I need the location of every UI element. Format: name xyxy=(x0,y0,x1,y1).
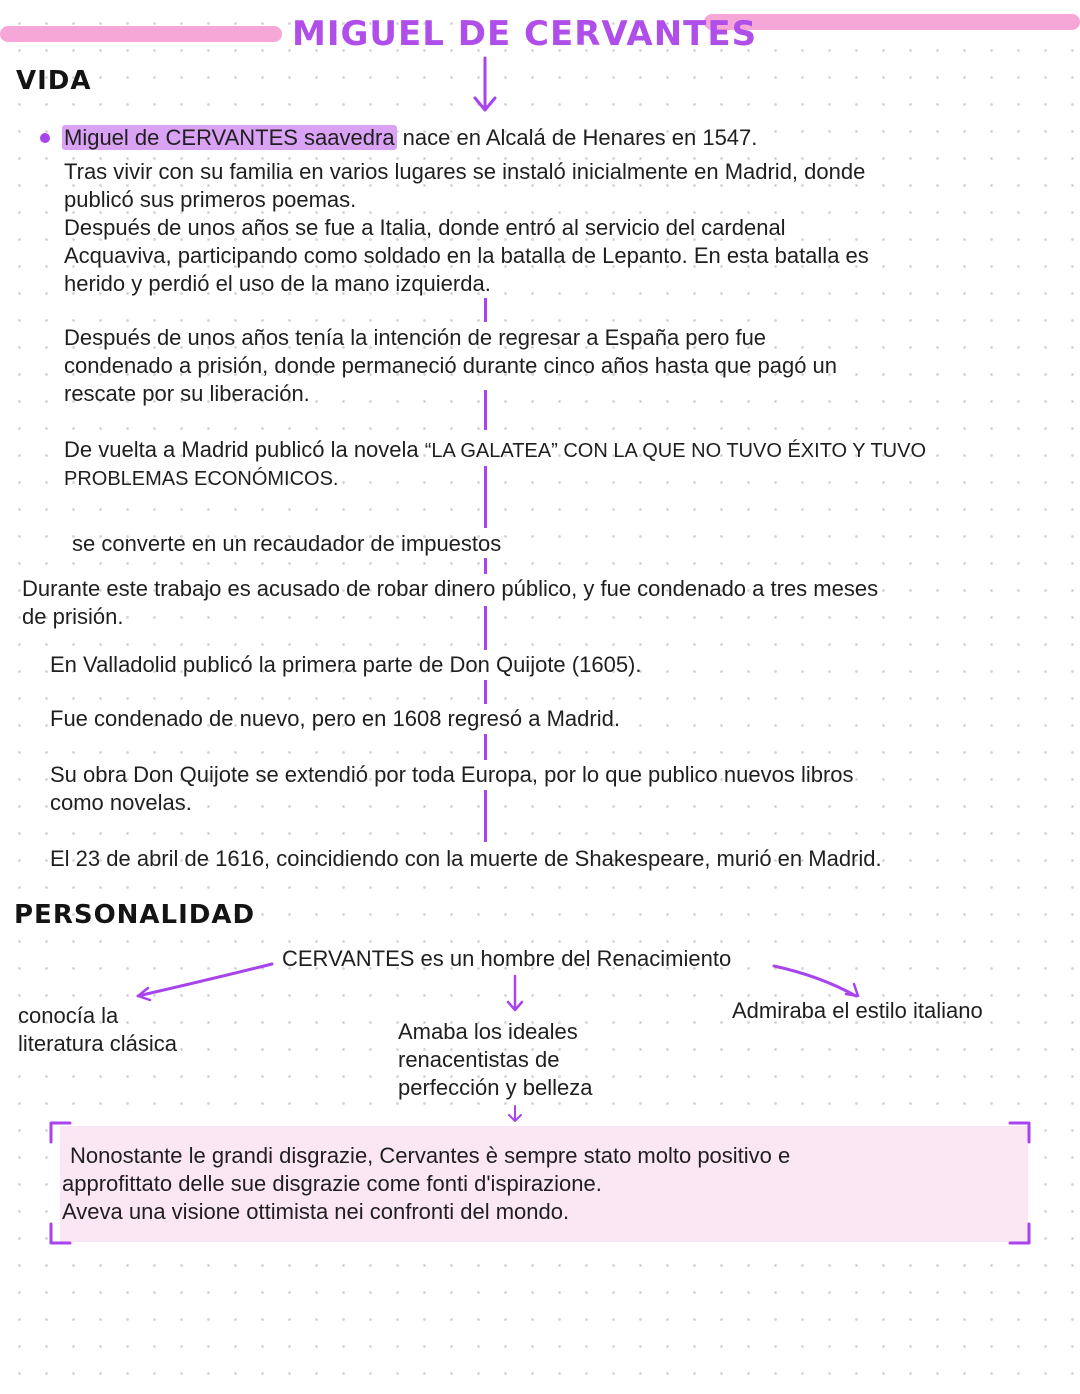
vida-paragraph-tax-collector: se converte en un recaudador de impuestos xyxy=(72,531,502,556)
personality-classical-literature: conocía la literatura clásica xyxy=(18,1003,177,1056)
vida-paragraph-death: El 23 de abril de 1616, coincidiendo con la muerte de Shakespeare, murió en Madrid. xyxy=(50,846,882,871)
bracket-corner-top-right-icon xyxy=(1008,1120,1032,1144)
personality-italian-style: Admiraba el estilo italiano xyxy=(732,998,983,1023)
timeline-connector xyxy=(484,466,487,528)
personality-center-statement: CERVANTES es un hombre del Renacimiento xyxy=(282,946,732,971)
timeline-connector xyxy=(484,680,487,704)
page-title: MIGUEL DE CERVANTES xyxy=(292,14,758,54)
vida-paragraph-accused: Durante este trabajo es acusado de robar dinero público, y fue condenado a tres meses de prisión. xyxy=(22,576,879,629)
timeline-connector xyxy=(484,790,487,842)
note-text: Nonostante le grandi disgrazie, Cervantes è sempre stato molto positivo e approfittato delle sue disgrazie come fonti d'ispirazione. Aveva una visione ottimista nei confronti del mondo. xyxy=(62,1143,791,1224)
timeline-connector xyxy=(484,298,487,322)
vida-paragraph-europe: Su obra Don Quijote se extendió por toda Europa, por lo que publico nuevos libros como novelas. xyxy=(50,762,854,815)
bracket-corner-bottom-right-icon xyxy=(1008,1222,1032,1246)
bullet-dot xyxy=(40,133,50,143)
section-heading-vida: VIDA xyxy=(16,66,92,96)
vida-paragraph-quijote: En Valladolid publicó la primera parte de Don Quijote (1605). xyxy=(50,652,642,677)
arrow-down-icon xyxy=(500,974,530,1018)
personality-renaissance-ideals: Amaba los ideales renacentistas de perfección y belleza xyxy=(398,1019,593,1100)
timeline-connector xyxy=(484,606,487,650)
vida-paragraph-youth: Tras vivir con su familia en varios lugares se instaló inicialmente en Madrid, donde publicó sus primeros poemas. Después de unos años se fue a Italia, donde entró al servicio del cardenal Acquaviva, participando como soldado en la batalla de Lepanto. En esta batalla es herido y perdió el uso de la mano izquierda. xyxy=(64,159,869,296)
header-band-left xyxy=(0,26,282,42)
highlighted-name: Miguel de CERVANTES saavedra xyxy=(64,125,395,150)
timeline-connector xyxy=(484,558,487,574)
section-heading-personalidad: PERSONALIDAD xyxy=(14,900,256,930)
timeline-connector xyxy=(484,390,487,430)
header-band-right xyxy=(704,14,1080,30)
arrow-left-icon xyxy=(126,958,276,1004)
title-arrow-icon xyxy=(470,56,500,116)
vida-paragraph-birth: Miguel de CERVANTES saavedra nace en Alcalá de Henares en 1547. xyxy=(64,125,758,150)
small-arrow-down-icon xyxy=(504,1104,526,1126)
vida-paragraph-galatea: De vuelta a Madrid publicó la novela “LA GALATEA” CON LA QUE NO TUVO ÉXITO Y TUVO PROBLEMAS ECONÓMICOS. xyxy=(64,437,927,490)
timeline-connector xyxy=(484,734,487,760)
vida-paragraph-prison: Después de unos años tenía la intención de regresar a España pero fue condenado a prisión, donde permaneció durante cinco años hasta que pagó un rescate por su liberación. xyxy=(64,325,838,406)
bracket-corner-top-left-icon xyxy=(48,1120,72,1144)
vida-paragraph-return: Fue condenado de nuevo, pero en 1608 regresó a Madrid. xyxy=(50,706,620,731)
